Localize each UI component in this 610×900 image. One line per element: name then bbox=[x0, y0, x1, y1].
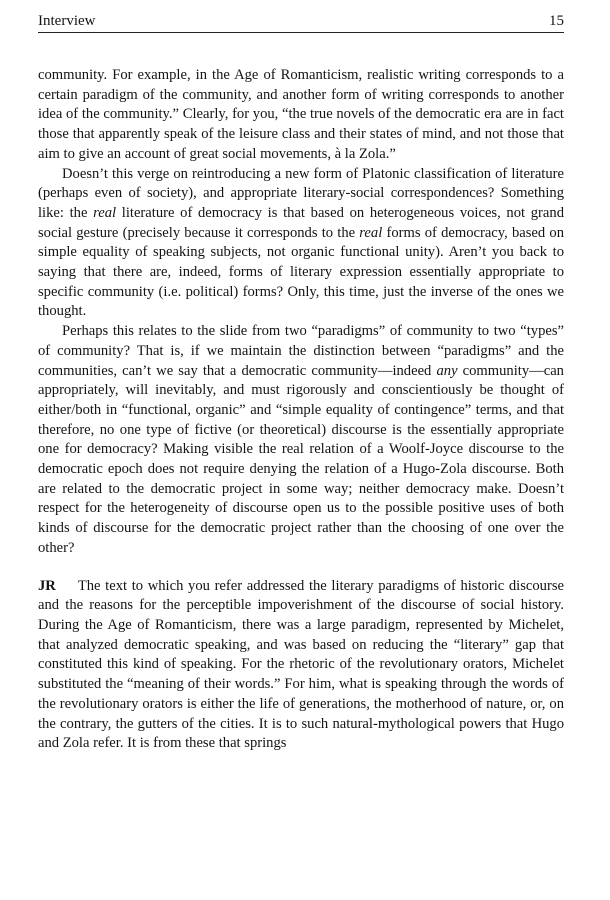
paragraph-2-emphasis-1: real bbox=[93, 204, 117, 221]
running-title: Interview bbox=[38, 13, 96, 29]
paragraph-4 bbox=[38, 577, 564, 754]
paragraph-3-text-b: community—can appropriately, will inevitably, and must rigorously and conscientiously be thought of either/both in “functional, organic” and “simple equality of contingence” terms, and that therefore, no one type of fictive (or theoretical) discourse is the essentially appropriate one for democracy? Making visible the real relation of a Woolf-Joyce discourse to the democratic epoch does not require denying the relation of a Hugo-Zola discourse. Both are related to the democratic project in some way; neither democracy make. Doesn’t respect for the heterogeneity of discourse open us to the possible positive uses of both kinds of discourse for the democratic project rather than the choosing of one over the other? bbox=[38, 362, 564, 556]
paragraph-1-text: community. For example, in the Age of Romanticism, realistic writing corresponds to a certain paradigm of the community, and another form of writing corresponds to another idea of the community.” Clearly, for you, “the true novels of the democratic era are in fact those that apparently speak of the leisure class and their states of mind, and not those that aim to give an account of great social movements, à la Zola.” bbox=[38, 67, 564, 162]
paragraph-1 bbox=[38, 66, 564, 165]
speaker-label: JR bbox=[38, 577, 56, 594]
paragraph-2-emphasis-2: real bbox=[359, 224, 383, 241]
paragraph-4-text: The text to which you refer addressed the literary paradigms of historic discourse and the reasons for the perceptible impoverishment of the discourse of social history. During the Age of Romanticism, there was a large paradigm, represented by Michelet, that analyzed democratic speaking, and was based on reducing the “literary” gap that constituted this kind of speaking. For the rhetoric of the revolutionary orators, Michelet substituted the “meaning of their words.” For him, what is speaking through the words of the revolutionary orators is either the life of generations, the motherhood of nature, or, on the contrary, the gutters of the cities. It is to such natural-mythological powers that Hugo and Zola refer. It is from these that springs bbox=[38, 577, 564, 752]
paragraph-3 bbox=[38, 322, 564, 558]
paragraph-2-text-a: Doesn’t this verge on reintroducing a new form of Platonic classification of literature (perhaps even of society), and appropriate literary-social correspondences? Something like: the bbox=[38, 165, 564, 221]
page-number: 15 bbox=[549, 13, 564, 29]
paragraph-2 bbox=[38, 165, 564, 323]
body-text bbox=[38, 66, 564, 754]
running-header bbox=[38, 6, 564, 33]
paragraph-3-emphasis: any bbox=[436, 362, 458, 379]
paragraph-2-text-b: literature of democracy is that based on heterogeneous voices, not grand social gesture (precisely because it corresponds to the bbox=[38, 204, 564, 241]
paragraph-3-text-a: Perhaps this relates to the slide from two “paradigms” of community to two “types” of community? That is, if we maintain the distinction between “paradigms” and the communities, can’t we say that a democratic community—indeed bbox=[38, 323, 564, 379]
paragraph-2-text-c: forms of democracy, based on simple equality of speaking subjects, not organic functional unity). Aren’t you back to saying that there are, indeed, forms of literary expression essentially appropriate to specific community (i.e. political) forms? Only, this time, just the inverse of the ones we thought. bbox=[38, 224, 564, 320]
